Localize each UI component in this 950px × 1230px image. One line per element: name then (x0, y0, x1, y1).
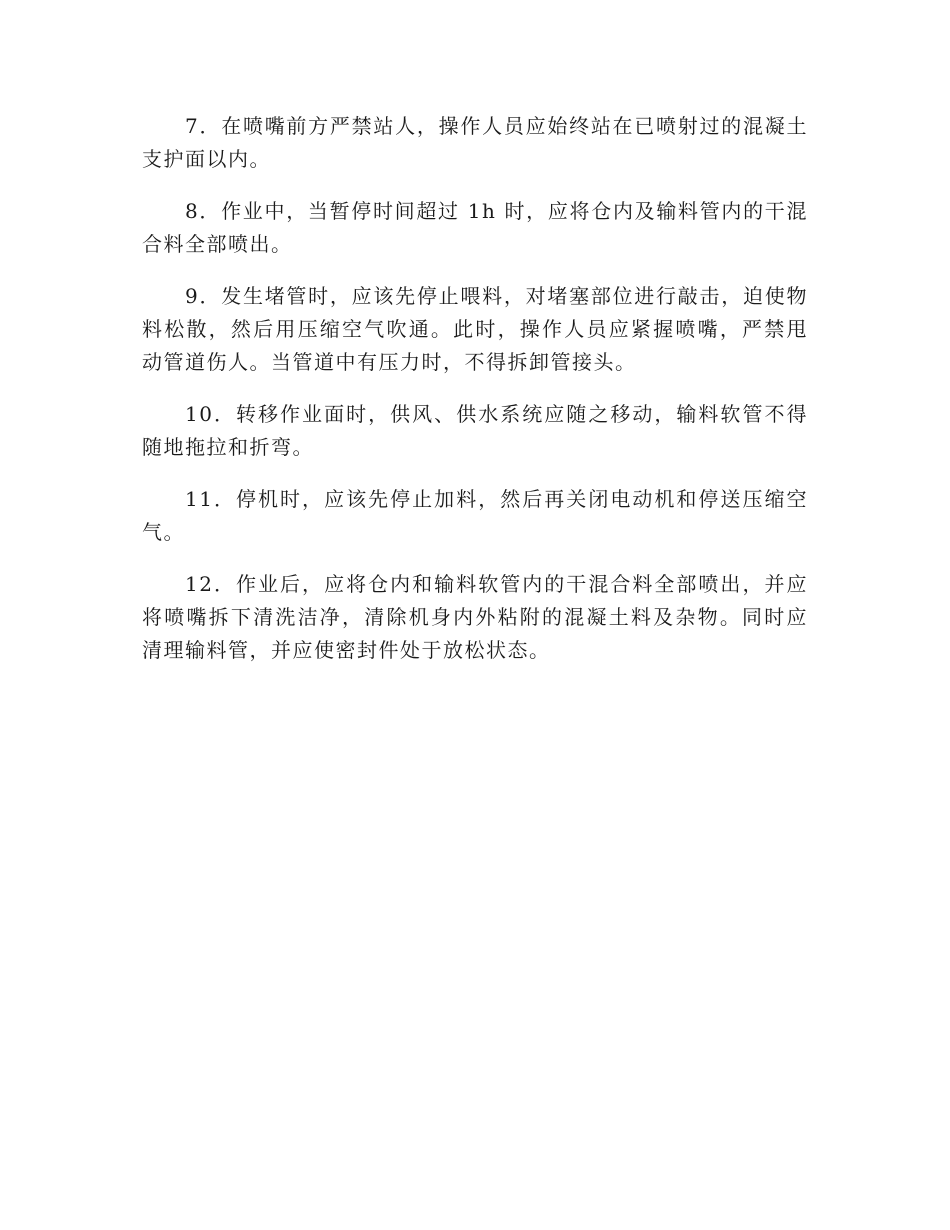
document-body (142, 110, 808, 686)
paragraph-item-10: 10．转移作业面时，供风、供水系统应随之移动，输料软管不得随地拖拉和折弯。 (142, 402, 808, 459)
paragraph-item-9: 9．发生堵管时，应该先停止喂料，对堵塞部位进行敲击，迫使物料松散，然后用压缩空气吹通。此时，操作人员应紧握喷嘴，严禁甩动管道伤人。当管道中有压力时，不得拆卸管接头。 (142, 284, 808, 374)
paragraph-item-11: 11．停机时，应该先停止加料，然后再关闭电动机和停送压缩空气。 (142, 487, 808, 544)
paragraph-item-7: 7．在喷嘴前方严禁站人，操作人员应始终站在已喷射过的混凝土支护面以内。 (142, 114, 808, 171)
paragraph-item-8: 8．作业中，当暂停时间超过 1h 时，应将仓内及输料管内的干混合料全部喷出。 (142, 199, 808, 256)
paragraph-item-12: 12．作业后，应将仓内和输料软管内的干混合料全部喷出，并应将喷嘴拆下清洗洁净，清除机身内外粘附的混凝土料及杂物。同时应清理输料管，并应使密封件处于放松状态。 (142, 572, 808, 662)
